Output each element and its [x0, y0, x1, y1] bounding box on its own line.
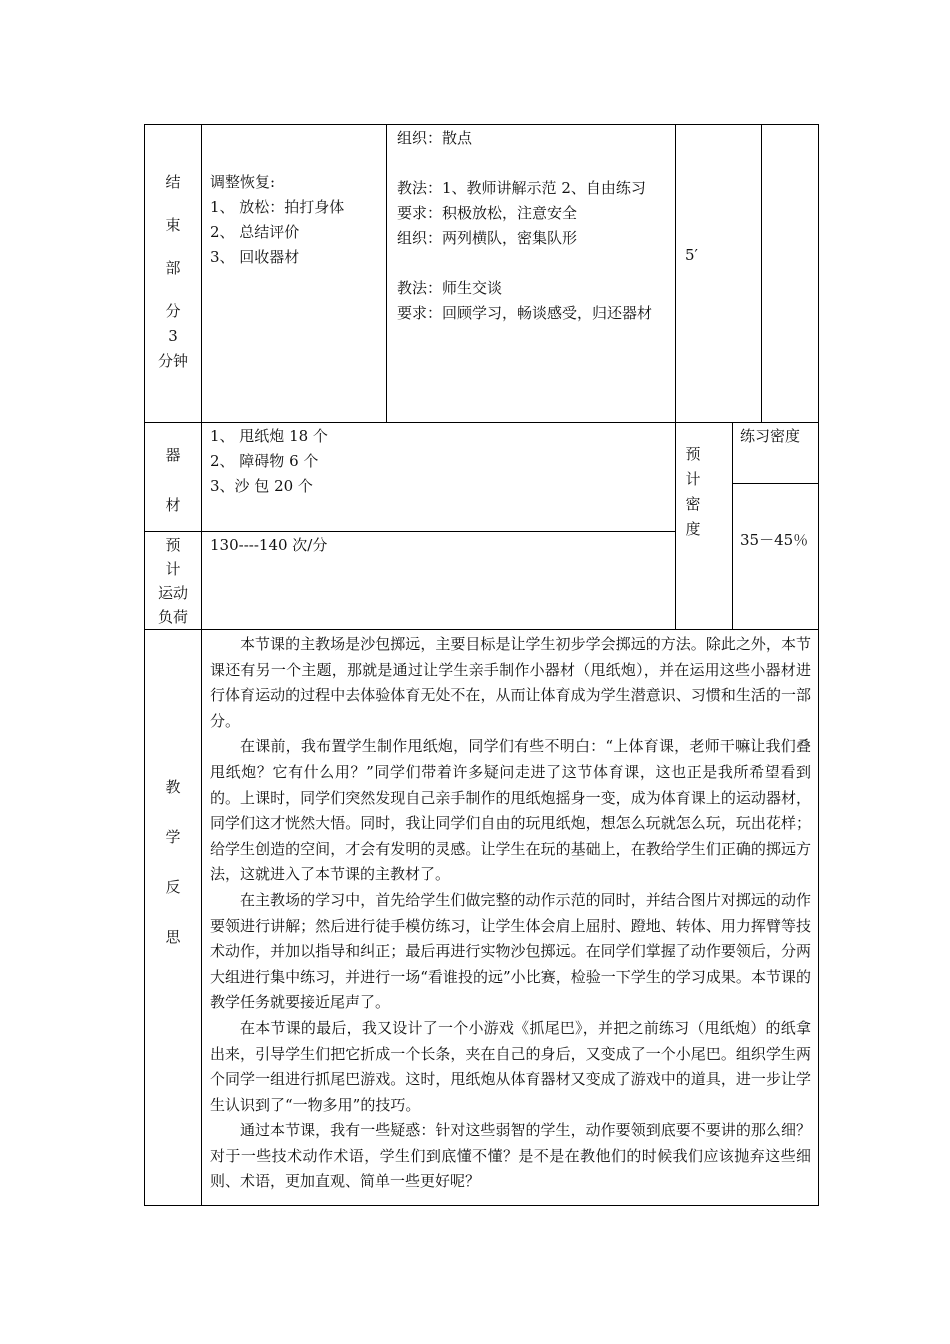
density-label [676, 442, 710, 542]
end-section-label [145, 170, 201, 374]
reflection-paragraph: 在课前，我布置学生制作甩纸炮，同学们有些不明白：“上体育课，老师干嘛让我们叠甩纸炮？它有什么用？”同学们带着许多疑问走进了这节体育课，这也正是我所希望看到的。上课时，同学们突然发现自己亲手制作的甩纸炮摇身一变，成为体育课上的运动器材，同学们这才恍然大悟。同时，我让同学们自由的玩甩纸炮，想怎么玩就怎么玩，玩出花样；给学生创造的空间，才会有发明的灵感。让学生在玩的基础上，在教给学生们正确的掷远方法，这就进入了本节课的主教材了。 [210, 737, 811, 884]
reflection-paragraph: 通过本节课，我有一些疑惑：针对这些弱智的学生，动作要领到底要不要讲的那么细？对于一些技术动作术语，学生们到底懂不懂？是不是在教他们的时候我们应该抛弃这些细则、术语，更加直观、简单一些更好呢？ [210, 1121, 811, 1191]
col-divider-method [386, 124, 387, 423]
end-content-item: 2、 总结评价 [210, 223, 300, 241]
col-divider-density [732, 422, 733, 630]
density-label-char: 密 [685, 495, 701, 513]
density-label-char: 预 [685, 445, 701, 463]
end-label-char: 束 [165, 216, 181, 234]
end-time: 5′ [685, 246, 698, 264]
row-divider-density-header [732, 483, 819, 484]
equipment-label-char: 材 [165, 496, 181, 514]
reflection-paragraph: 在本节课的最后，我又设计了一个小游戏《抓尾巴》，并把之前练习（甩纸炮）的纸拿出来，引导学生们把它折成一个长条，夹在自己的身后，又变成了一个小尾巴。组织学生两个同学一组进行抓尾巴游戏。这时，甩纸炮从体育器材又变成了游戏中的道具，进一步让学生认识到了“一物多用”的技巧。 [210, 1018, 811, 1114]
density-label-char: 计 [685, 470, 701, 488]
equipment-label [145, 443, 201, 518]
row-divider-equipment [144, 531, 675, 532]
reflection-paragraph: 在主教场的学习中，首先给学生们做完整的动作示范的同时，并结合图片对掷远的动作要领进行讲解；然后进行徒手模仿练习，让学生体会肩上屈肘、蹬地、转体、用力挥臂等技术动作，并加以指导和纠正；最后再进行实物沙包掷远。在同学们掌握了动作要领后，分两大组进行集中练习，并进行一场“看谁投的远”小比赛，检验一下学生的学习成果。本节课的教学任务就要接近尾声了。 [210, 890, 811, 1012]
table-border-bottom [144, 1205, 819, 1206]
row-divider-end-section [144, 422, 819, 423]
end-content [210, 170, 380, 270]
end-content-title: 调整恢复: [210, 173, 276, 191]
method-req-2: 要求：回顾学习，畅谈感受，归还器材 [397, 304, 653, 322]
reflection-label-char: 教 [165, 778, 181, 796]
reflection-paragraph: 本节课的主教场是沙包掷远，主要目标是让学生初步学会掷远的方法。除此之外，本节课还有另一个主题，那就是通过让学生亲手制作小器材（甩纸炮），并在运用这些小器材进行体育运动的过程中去体验体育无处不在，从而让体育成为学生潜意识、习惯和生活的一部分。 [210, 635, 811, 730]
end-label-char: 分钟 [157, 352, 188, 370]
load-label-char: 运动 [157, 584, 188, 602]
col-divider-extra [761, 124, 762, 423]
end-label-char: 结 [165, 173, 181, 191]
end-content-item: 3、 回收器材 [210, 248, 300, 266]
equipment-item: 3、沙 包 20 个 [210, 477, 313, 495]
col-divider-label [201, 124, 202, 1206]
method-req-1: 要求：积极放松，注意安全 [397, 204, 578, 222]
reflection-label-char: 学 [165, 828, 181, 846]
row-divider-load [144, 629, 819, 630]
reflection-body [210, 632, 811, 1195]
end-method [397, 126, 672, 326]
method-teach-2: 教法：师生交谈 [397, 279, 503, 297]
method-org-2: 组织：两列横队，密集队形 [397, 229, 578, 247]
load-label-char: 计 [165, 560, 181, 578]
equipment-label-char: 器 [165, 446, 181, 464]
load-label [145, 533, 201, 629]
load-label-char: 预 [165, 536, 181, 554]
table-border-right [818, 124, 819, 1206]
equipment-item: 2、 障碍物 6 个 [210, 452, 319, 470]
reflection-label [145, 775, 201, 950]
equipment-item: 1、 甩纸炮 18 个 [210, 427, 328, 445]
reflection-label-char: 思 [165, 928, 181, 946]
density-value: 35－45％ [740, 531, 809, 549]
method-teach-1: 教法：1、教师讲解示范 2、自由练习 [397, 179, 646, 197]
end-content-item: 1、 放松：拍打身体 [210, 198, 345, 216]
table-border-top [144, 124, 819, 125]
end-label-char: 分 [165, 302, 181, 320]
density-header: 练习密度 [740, 427, 801, 445]
equipment-list [210, 424, 670, 499]
col-divider-time [675, 124, 676, 630]
end-label-char: 部 [165, 259, 181, 277]
end-label-char: 3 [168, 327, 178, 345]
method-org-1: 组织：散点 [397, 129, 473, 147]
reflection-label-char: 反 [165, 878, 181, 896]
load-value: 130----140 次/分 [210, 536, 328, 554]
density-label-char: 度 [685, 520, 701, 538]
load-label-char: 负荷 [157, 608, 188, 626]
